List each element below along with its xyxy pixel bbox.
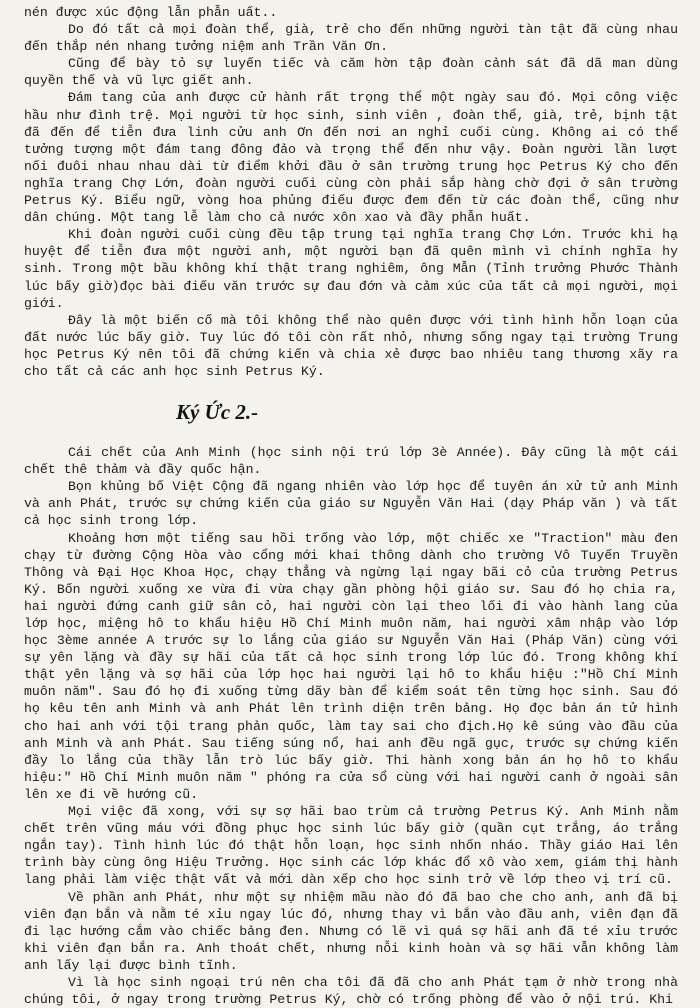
paragraph: Khi đoàn người cuối cùng đều tập trung tại nghĩa trang Chợ Lớn. Trước khi hạ huyệt để tiễn đưa một người anh, một người bạn đã quên mình vì chính nghĩa hy sinh. Trong một bầu không khí thật trang nghiêm, ông Mẫn (Tỉnh trưởng Phước Thành lúc bấy giờ)đọc bài điếu văn trước sự đau đớn và cảm xúc của tất cả mọi người, mọi giới. bbox=[24, 227, 678, 311]
section-1 bbox=[24, 4, 678, 380]
paragraph: Đây là một biến cố mà tôi không thể nào quên được với tình hình hỗn loạn của đất nước lúc bấy giờ. Tuy lúc đó tôi còn rất nhỏ, nhưng sống ngay tại trường Trung học Petrus Ký nên tôi đã chứng kiến và chia xẻ được bao nhiêu tang thương xãy ra cho tất cả các anh học sinh Petrus Ký. bbox=[24, 312, 678, 379]
paragraph: Mọi việc đã xong, với sự sợ hãi bao trùm cả trường Petrus Ký. Anh Minh nằm chết trên vũng máu với đồng phục học sinh lúc bấy giờ (quần cụt trắng, áo trắng ngắn tay). Tình hình lúc đó thật hỗn loạn, học sinh nhốn nháo. Thầy giáo Hai lên trình bày cùng ông Hiệu Trưởng. Học sinh các lớp khác đổ xô vào xem, giám thị hành lang phải làm việc thật vất vả mới dàn xếp cho học sinh trở về lớp theo vị trí cũ. bbox=[24, 804, 678, 888]
paragraph: Khoảng hơn một tiếng sau hồi trống vào lớp, một chiếc xe "Traction" màu đen chạy từ đường Cộng Hòa vào cổng mới khai thông dành cho trường Vô Tuyến Truyền Thông và Đại Học Khoa Học, chạy thẳng và ngừng lại ngay bãi cỏ của trường Petrus Ký. Bốn người xuống xe vừa đi vừa chạy gần phòng hội giáo sư. Sau đó họ chia ra, hai người đứng canh giữ sân cỏ, hai người còn lại theo lối đi vào hành lang của lớp học, miệng hô to khẩu hiệu Hồ Chí Minh muôn năm, hai người xâm nhập vào lớp học 3ème année A trước sự lo lắng của giáo sư Nguyễn Văn Hai (Pháp Văn) cùng với sự yên lặng và đầy sự hãi của tất cả học sinh trong lớp lúc đó. Trong không khí thật yên lặng và sợ hãi của lớp học hai người lại hô to khẩu hiệu :"Hồ Chí Minh muôn năm". Sau đó họ đi xuống từng dãy bàn để kiểm soát tên từng học sinh. Sau đó họ kêu tên anh Minh và anh Phát lên trình diện trên bảng. Họ đọc bản án tử hình cho hai anh với tội trang phản quốc, làm tay sai cho địch.Họ kê súng vào đầu của anh Minh và anh Phát. Sau tiếng súng nổ, hai anh đều ngã gục, trước sự chứng kiến đầy lo lắng của thầy lẫn trò lúc bấy giờ. Thi hành xong bản án họ hô to khẩu hiệu:" Hồ Chí Minh muôn năm " phóng ra cửa sổ cùng với hai người canh ở ngoài sân lên xe đi về hướng cũ. bbox=[24, 530, 678, 802]
section-heading: Ký Ức 2.- bbox=[176, 400, 259, 425]
paragraph: Vì là học sinh ngoại trú nên cha tôi đã đã cho anh Phát tạm ở nhờ trong nhà chúng tôi, ở ngay trong trường Petrus Ký, chờ có trống phòng để vào ở nội trú. Khi bbox=[24, 974, 678, 1008]
paragraph: Bọn khủng bố Việt Cộng đã ngang nhiên vào lớp học để tuyên án xử tử anh Minh và anh Phát, trước sự chứng kiến của giáo sư Nguyễn Văn Hai (dạy Pháp văn ) và tất cả học sinh trong lớp. bbox=[24, 479, 678, 529]
paragraph: Đám tang của anh được cử hành rất trọng thể một ngày sau đó. Mọi công việc hầu như đình trệ. Mọi người từ học sinh, sinh viên , đoàn thể, già, trẻ, bịnh tật đã đến để tiễn đưa linh cửu anh Ơn đến nơi an nghỉ cuối cùng. Không ai có thể tưởng tượng một đám tang đông đảo và trọng thể đến như vậy. Đoàn người lần lượt nối đuôi nhau nhau dài từ điểm khởi đầu ở sân trường trung học Petrus Ký cho đến nghĩa trang Chợ Lớn, đoàn người cuối cùng còn phải sắp hàng chờ đợi ở sân trường Petrus Ký. Biểu ngữ, vòng hoa phủng điếu được đem đến từ các đoàn thể, cũng như dân chúng. Một tang lễ làm cho cả nước xôn xao và đầy phẫn huất. bbox=[24, 90, 678, 226]
paragraph: Cái chết của Anh Minh (học sinh nội trú lớp 3è Année). Đây cũng là một cái chết thê thảm và đầy quốc hận. bbox=[24, 445, 678, 478]
paragraph: nén được xúc động lẫn phẫn uất.. bbox=[24, 5, 278, 20]
paragraph: Về phần anh Phát, như một sự nhiệm mầu nào đó đã bao che cho anh, anh đã bị viên đạn bắn và nằm té xỉu ngay lúc đó, nhưng thay vì bắn vào đầu anh, viên đạn đã đi lạc hướng cắm vào chiếc bảng đen. Nhưng có lẽ vì quá sợ hãi anh đã té xỉu trước khi viên đạn bắn ra. Anh thoát chết, nhưng nỗi kinh hoàn và sợ hãi vẫn không làm anh lấy lại được bình tĩnh. bbox=[24, 889, 678, 973]
paragraph: Cũng để bày tỏ sự luyến tiếc và căm hờn tập đoàn cảnh sát đã dã man dùng quyền thế và vũ lực giết anh. bbox=[24, 56, 678, 89]
paragraph: Do đó tất cả mọi đoàn thể, già, trẻ cho đến những người tàn tật đã cùng nhau đến thắp nén nhang tưởng niệm anh Trần Văn Ơn. bbox=[24, 22, 678, 55]
section-2 bbox=[24, 444, 678, 1008]
